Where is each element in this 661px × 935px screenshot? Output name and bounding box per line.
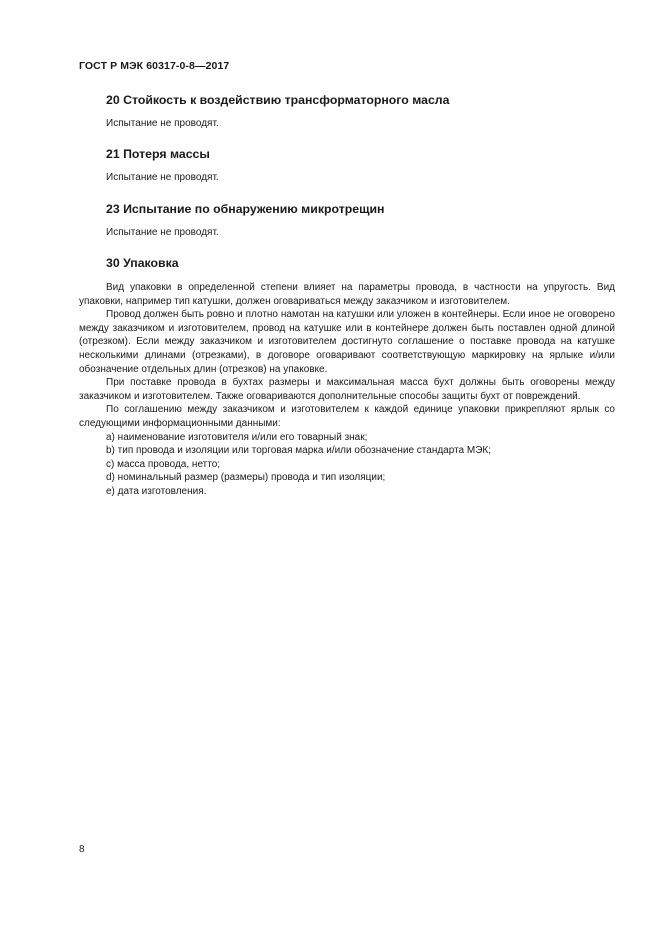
paragraph: По соглашению между заказчиком и изготовителем к каждой единице упаковки прикрепляют ярлык со следующими информационными данными: (79, 404, 615, 429)
list-item: d) номинальный размер (размеры) провода и тип изоляции; (106, 472, 386, 484)
section-heading-21: 21 Потеря массы (106, 147, 210, 161)
label-info-list (79, 431, 615, 499)
paragraph: Вид упаковки в определенной степени влияет на параметры провода, в частности на упругость. Вид упаковки, например тип катушки, должен оговариваться между заказчиком и изготовителем. (79, 282, 615, 307)
page-number: 8 (79, 844, 85, 855)
list-item: е) дата изготовления. (106, 485, 207, 497)
list-item: с) масса провода, нетто; (106, 458, 221, 470)
paragraph: Провод должен быть ровно и плотно намотан на катушки или уложен в контейнеры. Если иное не оговорено между заказчиком и изготовителем, провод на катушке или в контейнере должен быть поставлен одной длиной (отрезком). Если между заказчиком и изготовителем достигнуто соглашение о поставке провода на катушке несколькими длинами (отрезками), в договоре оговаривают соответствующую маркировку на ярлыке и/или обозначение отдельных длин (отрезков) на упаковке. (79, 309, 615, 375)
section-heading-30: 30 Упаковка (106, 256, 179, 270)
packaging-body (79, 281, 615, 499)
section-heading-23: 23 Испытание по обнаружению микротрещин (106, 202, 385, 216)
document-header: ГОСТ Р МЭК 60317-0-8—2017 (79, 60, 230, 72)
section-note-21: Испытание не проводят. (106, 172, 219, 183)
list-item: а) наименование изготовителя и/или его товарный знак; (106, 431, 368, 443)
section-note-20: Испытание не проводят. (106, 118, 219, 129)
paragraph: При поставке провода в бухтах размеры и максимальная масса бухт должны быть оговорены между заказчиком и изготовителем. Также оговариваются дополнительные способы защиты бухт от повреждений. (79, 377, 615, 402)
list-item: b) тип провода и изоляции или торговая марка и/или обозначение стандарта МЭК; (106, 445, 492, 457)
section-note-23: Испытание не проводят. (106, 227, 219, 238)
section-heading-20: 20 Стойкость к воздействию трансформаторного масла (106, 93, 450, 107)
